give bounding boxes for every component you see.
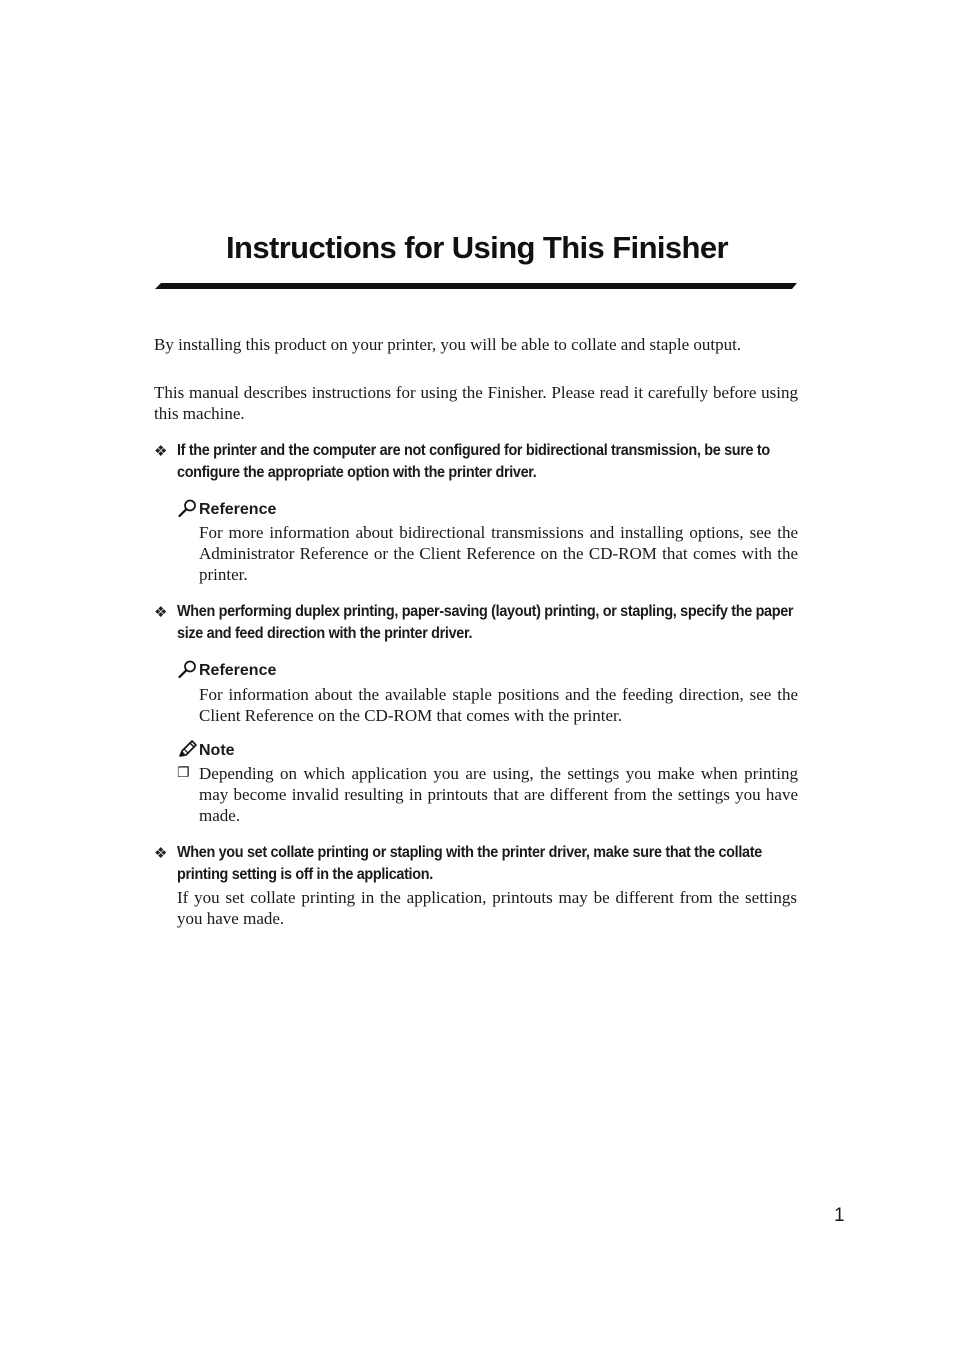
diamond-bullet-icon: ❖ xyxy=(154,442,168,460)
magnifier-icon xyxy=(177,659,199,679)
pencil-icon xyxy=(177,739,199,759)
section-2-heading: When performing duplex printing, paper-saving (layout) printing, or stapling, specify the paper size and feed direction with the printer driver. xyxy=(177,603,794,642)
diamond-bullet-icon: ❖ xyxy=(154,844,168,862)
magnifier-icon xyxy=(177,498,199,518)
section-2-reference-heading: Reference xyxy=(177,659,276,681)
section-1-reference-heading: Reference xyxy=(177,498,276,520)
section-3-body: If you set collate printing in the application, printouts may be different from the settings you have made. xyxy=(177,888,797,928)
page-title: Instructions for Using This Finisher xyxy=(226,230,728,265)
section-1-reference-text: For more information about bidirectional transmissions and installing options, see the Administrator Reference or the Client Reference on the CD-ROM that comes with the printer. xyxy=(199,523,798,584)
page-number: 1 xyxy=(834,1205,845,1226)
section-2-note-text: Depending on which application you are using, the settings you make when printing may become invalid resulting in printouts that are different from the settings you have made. xyxy=(199,764,798,825)
section-2-reference-text: For information about the available staple positions and the feeding direction, see the Client Reference on the CD-ROM that comes with the printer. xyxy=(199,685,798,725)
intro-paragraph-2: This manual describes instructions for using the Finisher. Please read it carefully before using this machine. xyxy=(154,383,798,423)
section-1-heading: If the printer and the computer are not configured for bidirectional transmission, be sure to configure the appropriate option with the printer driver. xyxy=(177,442,770,481)
title-underline xyxy=(155,283,799,290)
intro-paragraph-1: By installing this product on your printer, you will be able to collate and staple output. xyxy=(154,335,742,354)
section-3-heading: When you set collate printing or stapling with the printer driver, make sure that the collate printing setting is off in the application. xyxy=(177,844,762,883)
checkbox-icon: ❐ xyxy=(177,765,190,781)
diamond-bullet-icon: ❖ xyxy=(154,603,168,621)
section-2-note-heading: Note xyxy=(177,739,235,761)
